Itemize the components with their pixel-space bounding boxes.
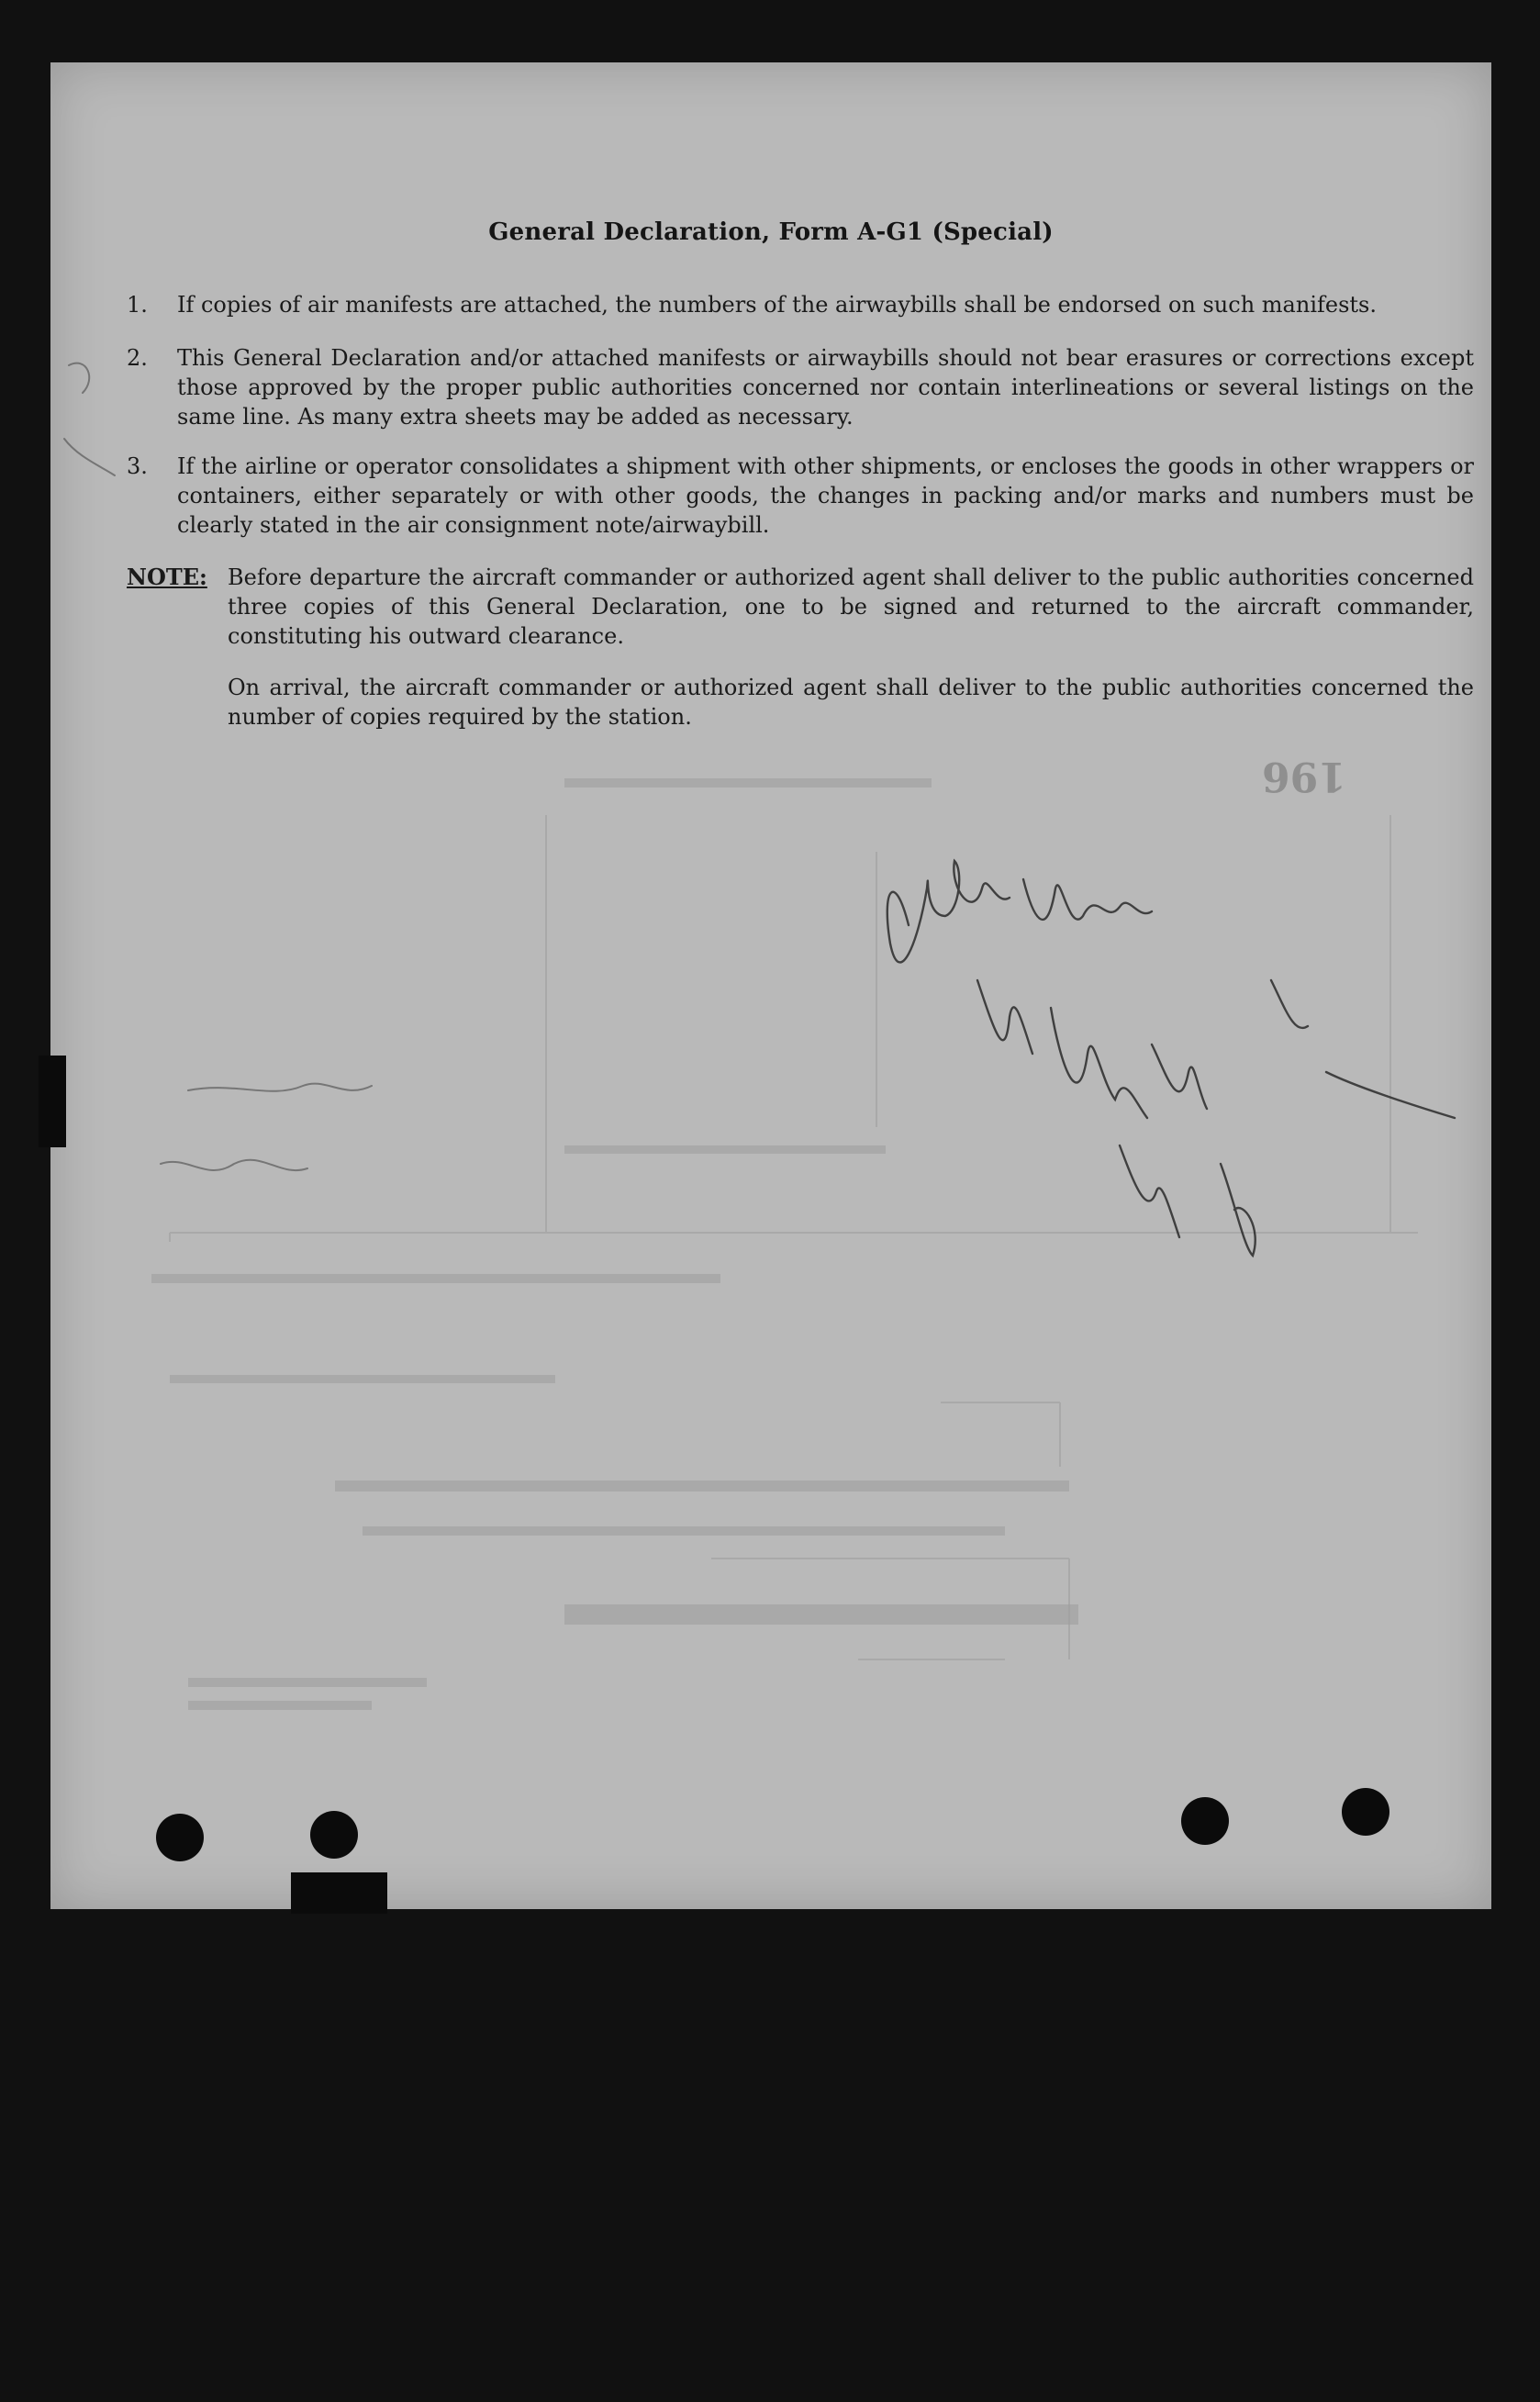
handwritten-signature	[50, 62, 1491, 1909]
note-paragraph-2: On arrival, the aircraft commander or authorized agent shall deliver to the public authorities concerned the number of copies required by the station.	[228, 675, 1474, 730]
punch-hole-4	[1342, 1788, 1389, 1836]
document-title: General Declaration, Form A-G1 (Special)	[488, 218, 1054, 246]
item-number: 2.	[127, 345, 148, 371]
note-label: NOTE:	[127, 564, 207, 590]
item-number: 3.	[127, 453, 148, 479]
item-text: This General Declaration and/or attached manifests or airwaybills should not bear erasures or corrections except those approved by the proper public authorities concerned nor contain interlineations or several listings on the same line. As many extra sheets may be added as necessary.	[177, 345, 1474, 430]
instruction-item-1	[127, 290, 1474, 319]
bleed-through-marks	[50, 62, 1491, 1909]
note-block	[127, 563, 1474, 651]
instruction-item-2	[127, 343, 1474, 431]
item-number: 1.	[127, 292, 148, 318]
bleed-through-stamp-number: 196	[1262, 753, 1346, 799]
document-page	[50, 62, 1491, 1909]
instruction-item-3	[127, 452, 1474, 540]
note-paragraph-1: Before departure the aircraft commander or authorized agent shall deliver to the public authorities concerned three copies of this General Declaration, one to be signed and returned to the aircraft commander, constituting his outward clearance.	[228, 564, 1474, 649]
item-text: If copies of air manifests are attached, the numbers of the airwaybills shall be endorsed on such manifests.	[177, 292, 1377, 318]
binding-clip	[39, 1056, 66, 1147]
binding-tab	[291, 1872, 387, 1914]
punch-hole-3	[1181, 1797, 1229, 1845]
item-text: If the airline or operator consolidates a shipment with other shipments, or encloses the goods in other wrappers or containers, either separately or with other goods, the changes in packing and/or marks and numbers must be clearly stated in the air consignment note/airwaybill.	[177, 453, 1474, 538]
punch-hole-1	[156, 1814, 204, 1861]
punch-hole-2	[310, 1811, 358, 1859]
